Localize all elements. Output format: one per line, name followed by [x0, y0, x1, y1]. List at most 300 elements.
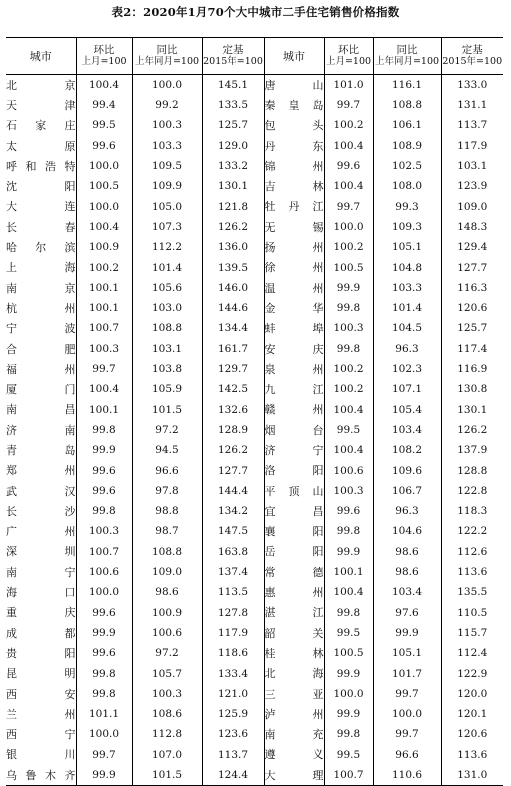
table-row	[6, 156, 503, 176]
city-name-right: 蚌埠	[264, 319, 324, 339]
yoy-value-right: 108.2	[373, 440, 441, 460]
base-value-left: 133.2	[202, 156, 264, 176]
mom-value-left: 99.4	[76, 95, 132, 115]
table-row	[6, 197, 503, 217]
base-value-left: 126.2	[202, 217, 264, 237]
mom-value-right: 100.4	[324, 440, 373, 460]
yoy-value-right: 99.9	[373, 623, 441, 643]
base-value-left: 139.5	[202, 258, 264, 278]
table-row	[6, 116, 503, 136]
table-row	[6, 542, 503, 562]
city-name-right: 韶关	[264, 623, 324, 643]
yoy-value-right: 103.3	[373, 278, 441, 298]
mom-value-right: 100.2	[324, 237, 373, 257]
mom-value-right: 99.8	[324, 339, 373, 359]
table-row	[6, 379, 503, 399]
city-name-right: 襄阳	[264, 522, 324, 542]
mom-value-right: 99.8	[324, 298, 373, 318]
base-value-left: 113.7	[202, 745, 264, 765]
base-value-right: 135.5	[441, 582, 503, 602]
yoy-value-left: 98.8	[132, 501, 202, 521]
city-name-left: 兰州	[6, 707, 76, 721]
header-mom-right	[324, 38, 373, 75]
mom-value-right: 99.9	[324, 542, 373, 562]
mom-value-right: 99.6	[324, 501, 373, 521]
header-base-left-top: 定基	[222, 44, 244, 56]
yoy-value-left: 109.5	[132, 156, 202, 176]
yoy-value-left: 107.0	[132, 745, 202, 765]
yoy-value-right: 103.4	[373, 420, 441, 440]
base-value-right: 122.2	[441, 522, 503, 542]
base-value-right: 116.3	[441, 278, 503, 298]
price-index-table	[6, 37, 503, 786]
yoy-value-right: 109.6	[373, 461, 441, 481]
header-mom-left-sub: 上月=100	[81, 56, 127, 67]
mom-value-left: 100.0	[76, 725, 132, 745]
yoy-value-left: 108.8	[132, 542, 202, 562]
mom-value-left: 100.0	[76, 582, 132, 602]
mom-value-right: 100.2	[324, 359, 373, 379]
mom-value-right: 99.8	[324, 522, 373, 542]
mom-value-left: 100.4	[76, 379, 132, 399]
table-row	[6, 623, 503, 643]
mom-value-left: 100.7	[76, 542, 132, 562]
base-value-left: 134.2	[202, 501, 264, 521]
yoy-value-right: 101.4	[373, 298, 441, 318]
base-value-left: 142.5	[202, 379, 264, 399]
table-row	[6, 664, 503, 684]
base-value-left: 133.5	[202, 95, 264, 115]
table-row	[6, 643, 503, 663]
mom-value-left: 99.6	[76, 481, 132, 501]
base-value-right: 125.7	[441, 319, 503, 339]
city-name-left: 乌鲁木齐	[6, 765, 76, 786]
base-value-left: 132.6	[202, 400, 264, 420]
table-row	[6, 237, 503, 257]
base-value-right: 112.4	[441, 643, 503, 663]
city-name-left: 太原	[6, 139, 76, 153]
table-row	[6, 522, 503, 542]
city-name-right: 吉林	[264, 176, 324, 196]
yoy-value-right: 99.7	[373, 725, 441, 745]
header-base-left	[202, 38, 264, 75]
base-value-right: 110.5	[441, 603, 503, 623]
base-value-left: 145.1	[202, 75, 264, 96]
base-value-left: 125.9	[202, 704, 264, 724]
city-name-right: 常德	[264, 562, 324, 582]
mom-value-left: 100.7	[76, 319, 132, 339]
table-row	[6, 95, 503, 115]
yoy-value-right: 104.5	[373, 319, 441, 339]
mom-value-right: 99.6	[324, 156, 373, 176]
base-value-right: 118.3	[441, 501, 503, 521]
mom-value-left: 99.6	[76, 461, 132, 481]
mom-value-right: 99.5	[324, 420, 373, 440]
mom-value-left: 100.4	[76, 75, 132, 96]
yoy-value-right: 101.7	[373, 664, 441, 684]
header-city-right: 城市	[264, 38, 324, 75]
yoy-value-left: 101.4	[132, 258, 202, 278]
yoy-value-right: 106.7	[373, 481, 441, 501]
city-name-right: 赣州	[264, 400, 324, 420]
city-name-left: 合肥	[6, 342, 76, 356]
city-name-right: 桂林	[264, 643, 324, 663]
mom-value-left: 99.6	[76, 136, 132, 156]
mom-value-right: 100.3	[324, 319, 373, 339]
yoy-value-left: 100.3	[132, 116, 202, 136]
yoy-value-left: 108.6	[132, 704, 202, 724]
mom-value-left: 100.2	[76, 258, 132, 278]
base-value-left: 134.4	[202, 319, 264, 339]
yoy-value-left: 108.8	[132, 319, 202, 339]
yoy-value-left: 103.1	[132, 339, 202, 359]
yoy-value-right: 100.0	[373, 704, 441, 724]
yoy-value-left: 97.2	[132, 643, 202, 663]
city-name-right: 泉州	[264, 359, 324, 379]
header-mom-right-top: 环比	[338, 44, 359, 56]
mom-value-right: 99.8	[324, 603, 373, 623]
base-value-left: 127.8	[202, 603, 264, 623]
base-value-left: 125.7	[202, 116, 264, 136]
yoy-value-left: 105.9	[132, 379, 202, 399]
city-name-left: 长春	[6, 220, 76, 234]
mom-value-left: 100.4	[76, 217, 132, 237]
yoy-value-right: 103.4	[373, 582, 441, 602]
mom-value-right: 99.9	[324, 704, 373, 724]
table-row	[6, 440, 503, 460]
header-mom-left-top: 环比	[93, 44, 115, 56]
yoy-value-left: 103.3	[132, 136, 202, 156]
city-name-left: 石家庄	[6, 119, 76, 133]
base-value-right: 115.7	[441, 623, 503, 643]
base-value-right: 133.0	[441, 75, 503, 96]
base-value-right: 122.8	[441, 481, 503, 501]
mom-value-right: 99.7	[324, 197, 373, 217]
city-name-right: 扬州	[264, 237, 324, 257]
table-row	[6, 339, 503, 359]
base-value-left: 133.4	[202, 664, 264, 684]
yoy-value-right: 98.6	[373, 542, 441, 562]
mom-value-left: 99.7	[76, 745, 132, 765]
yoy-value-left: 96.6	[132, 461, 202, 481]
base-value-right: 120.6	[441, 298, 503, 318]
mom-value-left: 99.8	[76, 684, 132, 704]
mom-value-right: 100.3	[324, 481, 373, 501]
mom-value-left: 100.1	[76, 278, 132, 298]
header-mom-left	[76, 38, 132, 75]
header-base-left-sub: 2015年=100	[203, 56, 263, 67]
mom-value-left: 99.5	[76, 116, 132, 136]
yoy-value-right: 99.7	[373, 684, 441, 704]
mom-value-right: 100.1	[324, 562, 373, 582]
city-name-right: 泸州	[264, 704, 324, 724]
city-name-right: 北海	[264, 664, 324, 684]
city-name-right: 温州	[264, 278, 324, 298]
city-name-right: 湛江	[264, 603, 324, 623]
city-name-right: 唐山	[264, 75, 324, 96]
base-value-left: 144.6	[202, 298, 264, 318]
yoy-value-left: 105.6	[132, 278, 202, 298]
yoy-value-right: 98.6	[373, 562, 441, 582]
base-value-left: 127.7	[202, 461, 264, 481]
city-name-right: 南充	[264, 725, 324, 745]
header-base-right-top: 定基	[461, 44, 483, 56]
table-row	[6, 400, 503, 420]
yoy-value-right: 107.1	[373, 379, 441, 399]
base-value-right: 120.1	[441, 704, 503, 724]
city-name-right: 三亚	[264, 684, 324, 704]
city-name-left: 哈尔滨	[6, 241, 76, 255]
mom-value-left: 99.6	[76, 603, 132, 623]
table-row	[6, 420, 503, 440]
city-name-left: 西安	[6, 687, 76, 701]
mom-value-left: 100.0	[76, 156, 132, 176]
base-value-right: 126.2	[441, 420, 503, 440]
city-name-right: 济宁	[264, 440, 324, 460]
table-row	[6, 359, 503, 379]
base-value-right: 112.6	[441, 542, 503, 562]
mom-value-left: 99.9	[76, 440, 132, 460]
base-value-left: 121.8	[202, 197, 264, 217]
city-name-left: 深圳	[6, 545, 76, 559]
yoy-value-right: 109.3	[373, 217, 441, 237]
city-name-right: 丹东	[264, 136, 324, 156]
mom-value-left: 100.0	[76, 197, 132, 217]
mom-value-right: 100.5	[324, 643, 373, 663]
base-value-left: 163.8	[202, 542, 264, 562]
mom-value-right: 99.5	[324, 745, 373, 765]
yoy-value-left: 109.0	[132, 562, 202, 582]
city-name-left: 广州	[6, 525, 76, 539]
mom-value-left: 100.6	[76, 562, 132, 582]
table-row	[6, 684, 503, 704]
base-value-right: 137.9	[441, 440, 503, 460]
table-row	[6, 582, 503, 602]
base-value-left: 128.9	[202, 420, 264, 440]
yoy-value-right: 105.4	[373, 400, 441, 420]
mom-value-left: 100.5	[76, 176, 132, 196]
city-name-right: 金华	[264, 298, 324, 318]
city-name-left: 杭州	[6, 301, 76, 315]
table-row	[6, 298, 503, 318]
city-name-left: 南京	[6, 281, 76, 295]
table-row	[6, 501, 503, 521]
city-name-right: 九江	[264, 379, 324, 399]
yoy-value-left: 105.7	[132, 664, 202, 684]
table-row	[6, 562, 503, 582]
header-yoy-right-sub: 上年同月=100	[374, 56, 440, 67]
yoy-value-right: 108.8	[373, 95, 441, 115]
city-name-right: 大理	[264, 765, 324, 786]
mom-value-right: 99.9	[324, 664, 373, 684]
base-value-right: 128.8	[441, 461, 503, 481]
city-name-right: 牡丹江	[264, 197, 324, 217]
yoy-value-left: 100.0	[132, 75, 202, 96]
header-base-right	[441, 38, 503, 75]
base-value-left: 144.4	[202, 481, 264, 501]
table-row	[6, 461, 503, 481]
city-name-left: 贵阳	[6, 646, 76, 660]
mom-value-left: 99.9	[76, 623, 132, 643]
mom-value-right: 100.5	[324, 258, 373, 278]
table-header-row	[6, 38, 503, 75]
yoy-value-right: 106.1	[373, 116, 441, 136]
city-name-left: 海口	[6, 586, 76, 600]
yoy-value-left: 112.2	[132, 237, 202, 257]
base-value-right: 120.6	[441, 725, 503, 745]
city-name-left: 天津	[6, 98, 76, 112]
base-value-left: 146.0	[202, 278, 264, 298]
base-value-left: 121.0	[202, 684, 264, 704]
base-value-left: 130.1	[202, 176, 264, 196]
base-value-left: 113.5	[202, 582, 264, 602]
mom-value-left: 99.6	[76, 643, 132, 663]
yoy-value-left: 100.6	[132, 623, 202, 643]
base-value-right: 116.9	[441, 359, 503, 379]
mom-value-left: 100.1	[76, 298, 132, 318]
base-value-left: 129.0	[202, 136, 264, 156]
table-row	[6, 258, 503, 278]
city-name-left: 厦门	[6, 383, 76, 397]
city-name-left: 上海	[6, 261, 76, 275]
base-value-right: 123.9	[441, 176, 503, 196]
city-name-left: 青岛	[6, 443, 76, 457]
city-name-left: 宁波	[6, 322, 76, 336]
city-name-left: 郑州	[6, 464, 76, 478]
yoy-value-left: 97.8	[132, 481, 202, 501]
base-value-left: 147.5	[202, 522, 264, 542]
base-value-left: 123.6	[202, 725, 264, 745]
base-value-right: 117.9	[441, 136, 503, 156]
mom-value-right: 100.2	[324, 116, 373, 136]
table-row	[6, 278, 503, 298]
table-row	[6, 481, 503, 501]
mom-value-right: 99.7	[324, 95, 373, 115]
mom-value-left: 101.1	[76, 704, 132, 724]
city-name-right: 秦皇岛	[264, 95, 324, 115]
base-value-left: 126.2	[202, 440, 264, 460]
city-name-left: 大连	[6, 200, 76, 214]
mom-value-right: 99.5	[324, 623, 373, 643]
base-value-right: 113.6	[441, 745, 503, 765]
city-name-right: 平顶山	[264, 481, 324, 501]
city-name-left: 北京	[6, 78, 76, 92]
base-value-right: 117.4	[441, 339, 503, 359]
mom-value-right: 100.4	[324, 176, 373, 196]
city-name-left: 济南	[6, 423, 76, 437]
mom-value-right: 99.9	[324, 278, 373, 298]
city-name-left: 福州	[6, 362, 76, 376]
yoy-value-right: 96.3	[373, 501, 441, 521]
mom-value-left: 100.3	[76, 522, 132, 542]
header-yoy-left	[132, 38, 202, 75]
yoy-value-right: 116.1	[373, 75, 441, 96]
yoy-value-left: 109.9	[132, 176, 202, 196]
city-name-right: 遵义	[264, 745, 324, 765]
yoy-value-right: 96.3	[373, 339, 441, 359]
yoy-value-left: 100.3	[132, 684, 202, 704]
mom-value-left: 100.9	[76, 237, 132, 257]
table-row	[6, 603, 503, 623]
city-name-right: 无锡	[264, 217, 324, 237]
city-name-left: 昆明	[6, 667, 76, 681]
city-name-left: 长沙	[6, 504, 76, 518]
base-value-left: 129.7	[202, 359, 264, 379]
header-base-right-sub: 2015年=100	[442, 56, 503, 67]
yoy-value-right: 97.6	[373, 603, 441, 623]
base-value-left: 136.0	[202, 237, 264, 257]
yoy-value-left: 103.0	[132, 298, 202, 318]
mom-value-right: 100.2	[324, 379, 373, 399]
yoy-value-left: 101.5	[132, 400, 202, 420]
yoy-value-right: 105.1	[373, 643, 441, 663]
city-name-left: 南宁	[6, 565, 76, 579]
yoy-value-left: 112.8	[132, 725, 202, 745]
yoy-value-left: 105.0	[132, 197, 202, 217]
mom-value-right: 99.8	[324, 725, 373, 745]
base-value-left: 124.4	[202, 765, 264, 786]
base-value-right: 120.0	[441, 684, 503, 704]
yoy-value-right: 99.3	[373, 197, 441, 217]
mom-value-left: 99.8	[76, 501, 132, 521]
base-value-right: 129.4	[441, 237, 503, 257]
base-value-right: 109.0	[441, 197, 503, 217]
header-yoy-left-top: 同比	[156, 44, 178, 56]
base-value-right: 113.7	[441, 116, 503, 136]
header-city-left: 城市	[6, 38, 76, 75]
city-name-right: 洛阳	[264, 461, 324, 481]
base-value-left: 161.7	[202, 339, 264, 359]
yoy-value-right: 96.6	[373, 745, 441, 765]
mom-value-right: 100.0	[324, 217, 373, 237]
yoy-value-right: 104.6	[373, 522, 441, 542]
table-row	[6, 176, 503, 196]
city-name-left: 银川	[6, 748, 76, 762]
base-value-right: 103.1	[441, 156, 503, 176]
city-name-right: 锦州	[264, 156, 324, 176]
city-name-left: 西宁	[6, 728, 76, 742]
yoy-value-left: 99.2	[132, 95, 202, 115]
yoy-value-left: 103.8	[132, 359, 202, 379]
yoy-value-right: 104.8	[373, 258, 441, 278]
mom-value-left: 100.1	[76, 400, 132, 420]
header-yoy-right	[373, 38, 441, 75]
city-name-left: 重庆	[6, 606, 76, 620]
table-row	[6, 765, 503, 786]
yoy-value-right: 108.9	[373, 136, 441, 156]
mom-value-left: 99.8	[76, 664, 132, 684]
yoy-value-left: 107.3	[132, 217, 202, 237]
city-name-right: 徐州	[264, 258, 324, 278]
base-value-right: 130.1	[441, 400, 503, 420]
mom-value-right: 100.6	[324, 461, 373, 481]
base-value-left: 137.4	[202, 562, 264, 582]
city-name-right: 宜昌	[264, 501, 324, 521]
mom-value-right: 100.0	[324, 684, 373, 704]
header-mom-right-sub: 上月=100	[325, 56, 372, 67]
city-name-left: 武汉	[6, 484, 76, 498]
base-value-right: 131.0	[441, 765, 503, 786]
table-row	[6, 217, 503, 237]
yoy-value-right: 102.3	[373, 359, 441, 379]
base-value-left: 118.6	[202, 643, 264, 663]
mom-value-left: 99.7	[76, 359, 132, 379]
yoy-value-left: 94.5	[132, 440, 202, 460]
city-name-left: 成都	[6, 626, 76, 640]
table-row	[6, 745, 503, 765]
table-title: 表2：2020年1月70个大中城市二手住宅销售价格指数	[111, 5, 400, 19]
table-body	[6, 75, 503, 786]
